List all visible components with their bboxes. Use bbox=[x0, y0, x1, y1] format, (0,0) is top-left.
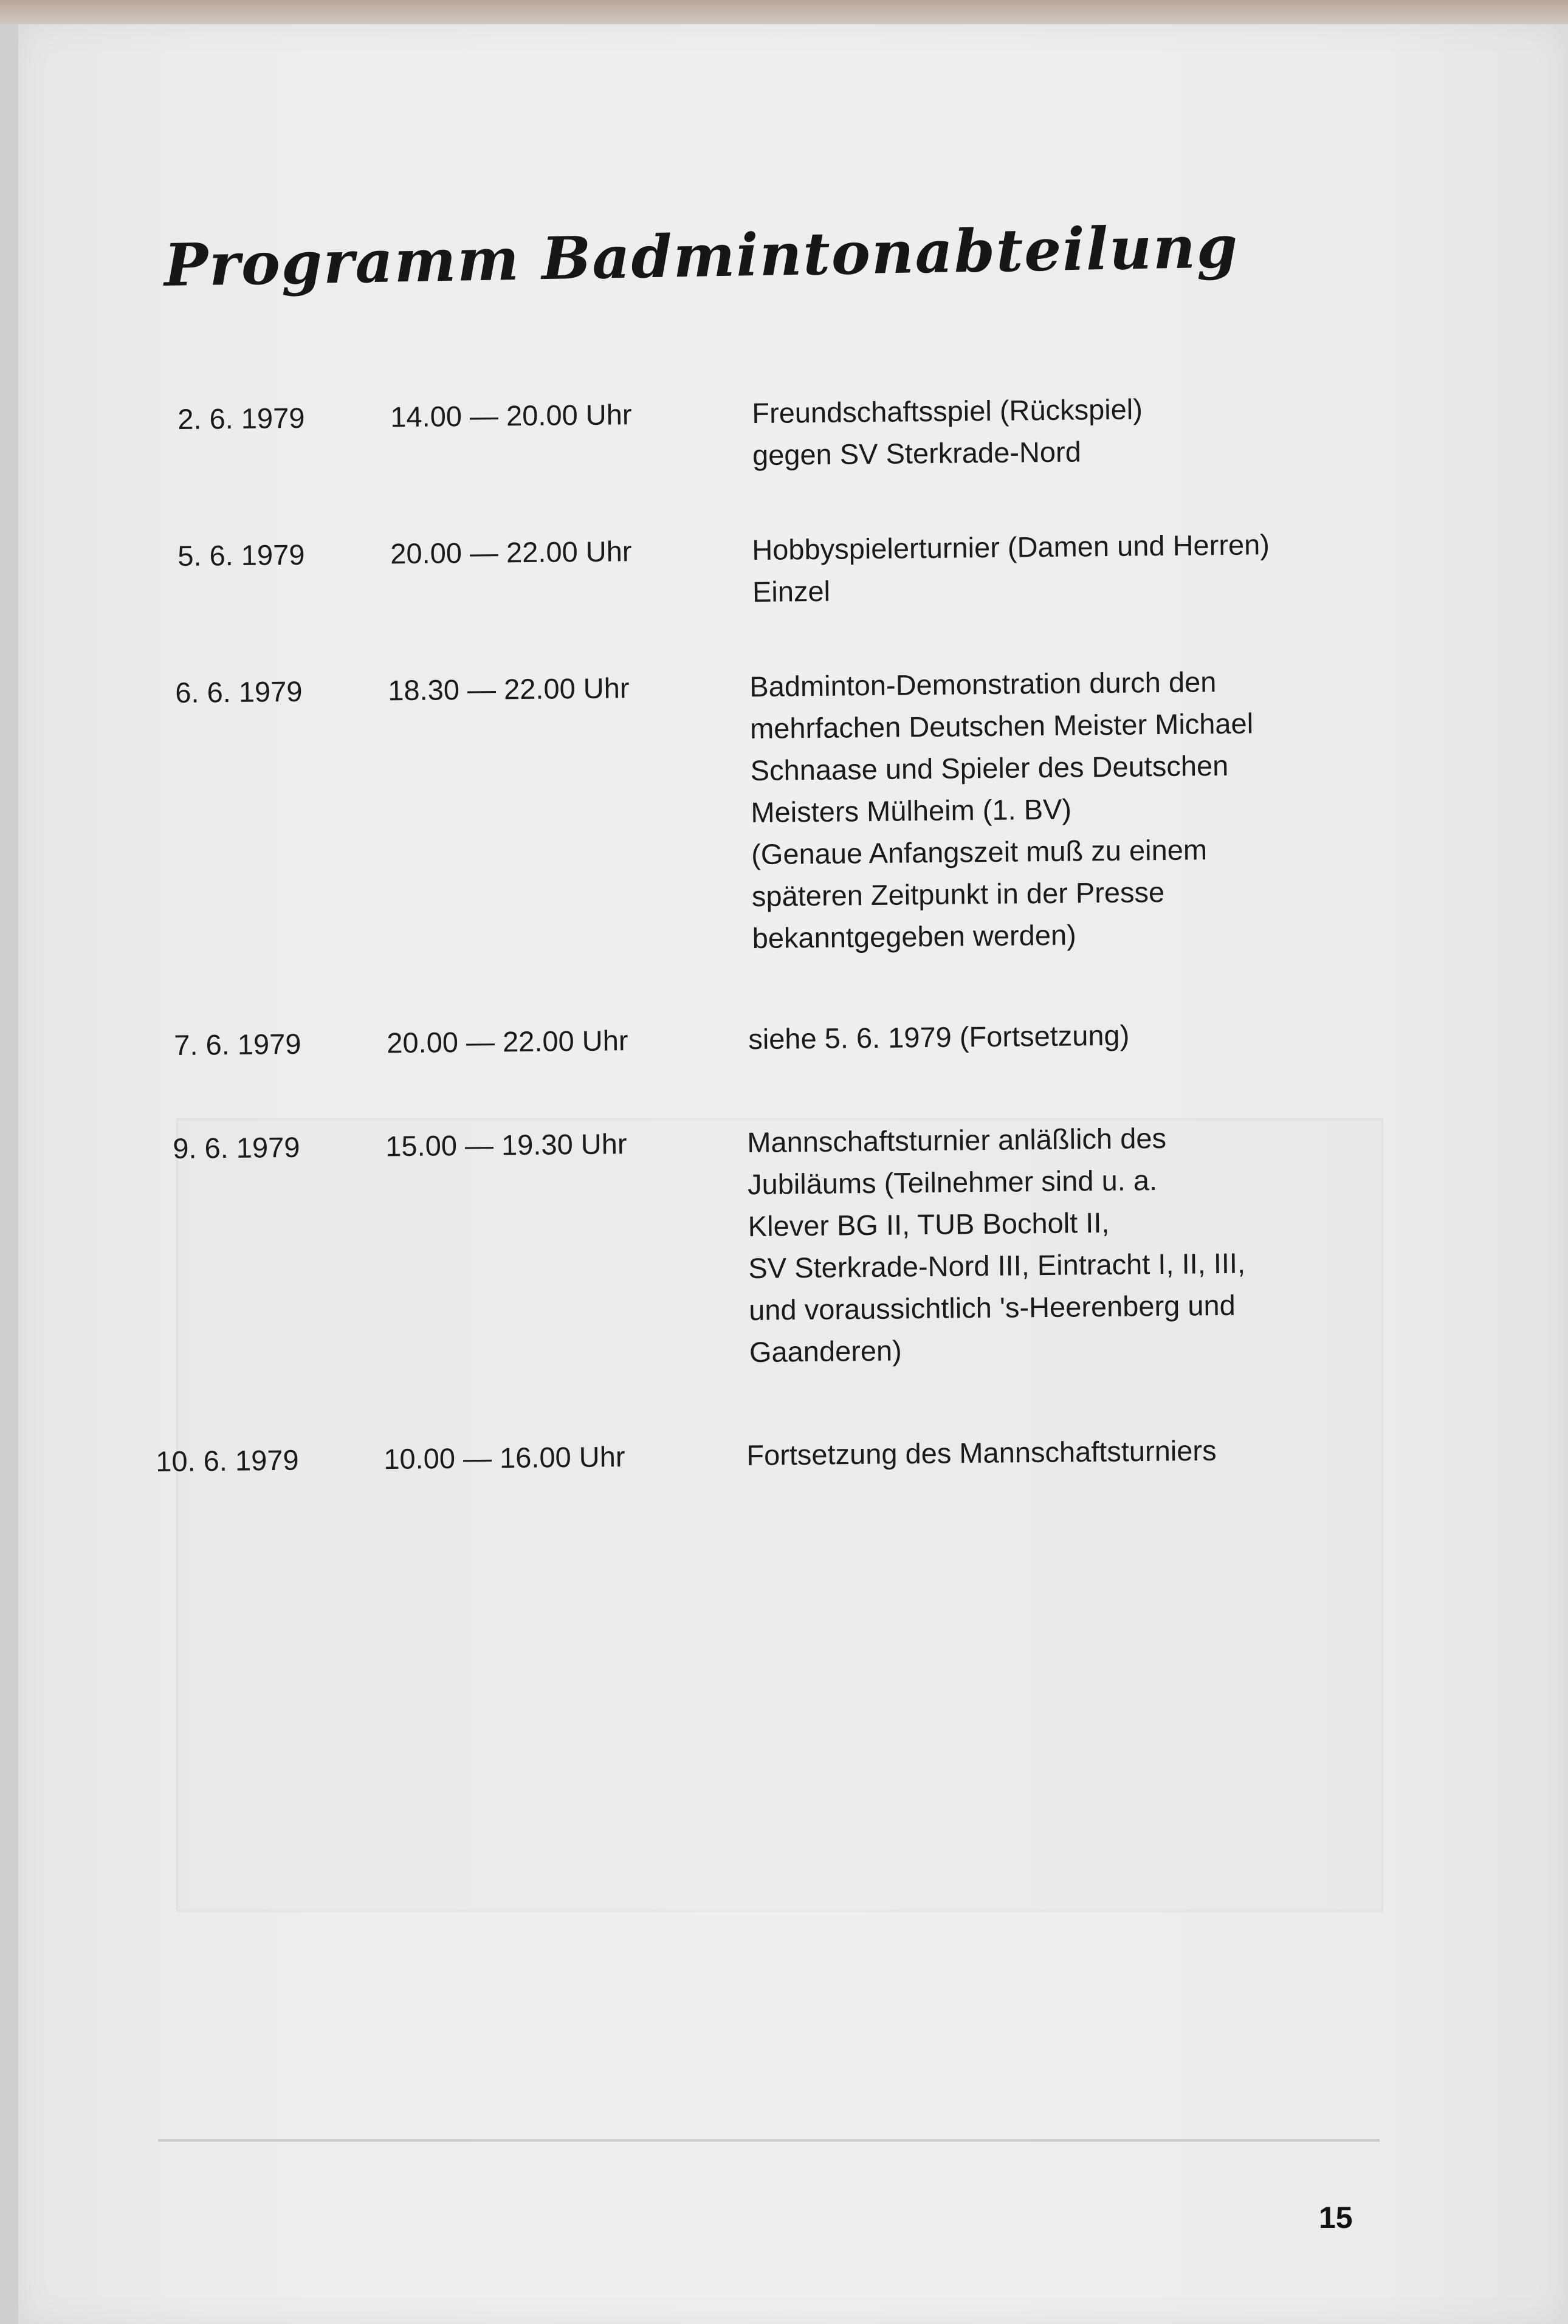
description-line: späteren Zeitpunkt in der Presse bbox=[751, 875, 1165, 913]
entry-description bbox=[752, 388, 1143, 476]
description-line: (Genaue Anfangszeit muß zu einem bbox=[751, 833, 1208, 871]
entry-date: 9. 6. 1979 bbox=[173, 1130, 300, 1164]
description-line: Hobbyspielerturnier (Damen und Herren) bbox=[752, 528, 1270, 566]
entry-time: 14.00 — 20.00 Uhr bbox=[390, 398, 632, 433]
document-page bbox=[18, 24, 1568, 2324]
description-line: und voraussichtlich 's-Heerenberg und bbox=[748, 1288, 1236, 1327]
description-line: SV Sterkrade-Nord III, Eintracht I, II, III, bbox=[748, 1246, 1246, 1285]
description-line: mehrfachen Deutschen Meister Michael bbox=[749, 707, 1254, 745]
entry-time: 20.00 — 22.00 Uhr bbox=[390, 535, 632, 570]
entry-date: 6. 6. 1979 bbox=[175, 675, 303, 709]
entry-description bbox=[748, 1014, 1130, 1061]
entry-time: 15.00 — 19.30 Uhr bbox=[385, 1127, 627, 1163]
description-line: Einzel bbox=[752, 574, 831, 608]
description-line: gegen SV Sterkrade-Nord bbox=[752, 435, 1082, 472]
page-number: 15 bbox=[1319, 2201, 1353, 2235]
description-line: Freundschaftsspiel (Rückspiel) bbox=[752, 393, 1143, 430]
page-top-edge bbox=[0, 0, 1568, 24]
entry-date: 2. 6. 1979 bbox=[177, 401, 305, 435]
description-line: Fortsetzung des Mannschaftsturniers bbox=[746, 1434, 1217, 1471]
entry-time: 20.00 — 22.00 Uhr bbox=[387, 1024, 628, 1059]
description-line: bekanntgegeben werden) bbox=[752, 918, 1076, 955]
description-line: Badminton-Demonstration durch den bbox=[749, 665, 1217, 703]
entry-description bbox=[746, 1429, 1217, 1476]
description-line: Klever BG II, TUB Bocholt II, bbox=[748, 1206, 1110, 1243]
entry-time: 18.30 — 22.00 Uhr bbox=[388, 672, 630, 707]
description-line: Jubiläums (Teilnehmer sind u. a. bbox=[747, 1164, 1158, 1201]
description-line: siehe 5. 6. 1979 (Fortsetzung) bbox=[748, 1019, 1130, 1056]
description-line: Meisters Mülheim (1. BV) bbox=[751, 792, 1072, 829]
page-title: Programm Badmintonabteilung bbox=[163, 212, 1239, 300]
entry-description bbox=[747, 1116, 1246, 1373]
description-line: Gaanderen) bbox=[749, 1334, 903, 1369]
description-line: Schnaase und Spieler des Deutschen bbox=[750, 749, 1229, 787]
entry-description bbox=[752, 523, 1270, 613]
entry-date: 10. 6. 1979 bbox=[156, 1443, 299, 1477]
schedule-list bbox=[18, 24, 1568, 2324]
entry-date: 5. 6. 1979 bbox=[177, 538, 305, 572]
entry-date: 7. 6. 1979 bbox=[174, 1027, 301, 1061]
entry-description bbox=[749, 660, 1256, 959]
description-line: Mannschaftsturnier anläßlich des bbox=[747, 1121, 1167, 1159]
entry-time: 10.00 — 16.00 Uhr bbox=[383, 1440, 625, 1476]
